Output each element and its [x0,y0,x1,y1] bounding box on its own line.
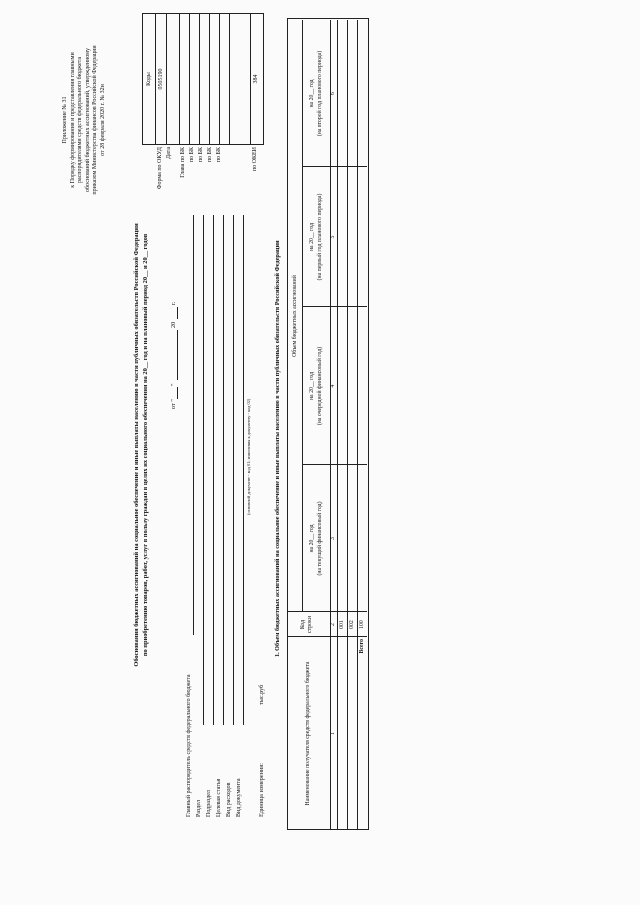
codes-label-bk-1: по БК [189,147,195,163]
row-code: 001 [339,620,345,629]
title-line-1: Обоснования бюджетных ассигнований на социальное обеспечение и иные выплаты населению в части публичных обязательств Российской Федерации [133,223,140,667]
date-suffix: г. [170,301,177,305]
field-line-document-type[interactable] [243,215,244,725]
field-line-section[interactable] [203,215,204,725]
date-day-line [177,387,178,399]
col-header-name: Наименование получателя средств федерального бюджета [305,661,311,806]
col-year-plan1-label: на 20__ год [309,222,315,252]
codes-label-date: Дата [166,147,172,159]
table-cell-value[interactable] [338,21,347,166]
appendix-line: Приложение № 31 [62,96,68,144]
unit-value: тыс.руб [258,684,265,705]
appendix-line: к Порядку формирования и представления главными [69,52,76,188]
col-number: 4 [330,384,336,388]
codes-value-bk-1[interactable] [190,14,200,144]
codes-value-bk-4[interactable] [220,14,230,144]
total-label: Всего [359,639,365,654]
codes-box [142,13,264,145]
codes-label-bk-2: по БК [198,147,204,163]
field-line-expense-type[interactable] [233,215,234,725]
field-label-expense-type: Вид расходов [226,782,232,817]
codes-label-okud: Форма по ОКУД [157,147,163,190]
table-cell-value[interactable] [338,308,347,464]
date-month-line [177,330,178,380]
col-number: 1 [330,732,336,735]
appendix-line: обоснований бюджетных ассигнований, утвержденному [84,48,91,192]
field-label-document-type: Вид документа [236,778,242,817]
codes-label-okei: по ОКЕИ [252,147,258,172]
date-prefix: от " [170,399,177,409]
table-cell-recipient[interactable] [348,638,357,829]
section1-title: 1. Объем бюджетных ассигнований на социальное обеспечение и иные выплаты населению в части публичных обязательств Российской Федерации [274,240,281,657]
col-number: 5 [330,235,336,239]
table-divider [357,20,358,830]
field-label-target-article: Целевая статья [216,778,222,817]
document-title [132,165,150,725]
appendix-line: от 28 февраля 2020 г. № 32н [99,84,106,156]
field-line-target-article[interactable] [223,215,224,725]
col-year-plan2-label: на 20__ год [309,79,315,108]
date-year-line [177,307,178,319]
field-label-section: Раздел [196,800,202,817]
col-year-next-label: на 20__ год [309,371,315,401]
codes-value-bk-2[interactable] [200,14,210,144]
title-line-2: по приобретению товаров, работ, услуг в пользу граждан в целях их социального обеспечения на 20__ год и на плановый период 20__ и 20__ годов [142,233,149,657]
row-code: 100 [359,620,365,629]
codes-value-date[interactable] [167,14,180,144]
field-label-subsection: Подраздел [206,790,212,817]
table-cell-value[interactable] [338,168,347,306]
col-number: 3 [330,537,336,540]
codes-value-bk-3[interactable] [210,14,220,144]
codes-label-bk-4: по БК [216,147,222,163]
row-code: 002 [349,620,355,629]
appendix-line: распорядителями средств федерального бюджета [77,56,84,184]
codes-value-chapter[interactable] [180,14,190,144]
col-year-plan1-sub: (на первый год планового периода) [317,193,323,281]
codes-value-empty[interactable] [230,14,251,144]
unit-label: Единица измерения: [258,763,265,817]
table-cell-recipient[interactable] [338,638,347,829]
field-line-subsection[interactable] [213,215,214,725]
codes-header: Коды [143,14,156,144]
field-line-main-manager[interactable] [193,215,194,635]
col-year-plan2-sub: (на второй год планового периода) [317,50,323,137]
col-year-current-sub: (на текущий финансовый год) [317,501,323,576]
table-cell-value[interactable] [338,466,347,611]
codes-label-chapter: Глава по БК [180,147,186,178]
col-year-next-sub: (на очередной финансовый год) [317,346,323,426]
date-year-prefix: 20 [170,321,177,328]
codes-label-bk-3: по БК [207,147,213,163]
date-quote: " [170,383,177,386]
col-group-header: Объем бюджетных ассигнований [292,275,298,357]
table-divider [302,20,303,612]
appendix-line: приказом Министерства финансов Российской Федерации [92,45,99,195]
col-number: 2 [330,623,336,626]
col-header-code: Код строки [300,616,313,633]
document-type-note: (основной документ - код 01; изменения к документу - код 02) [246,398,251,515]
appendix-block [62,35,108,205]
col-year-current-label: на 20__ год [309,524,315,553]
field-label-main-manager: Главный распорядитель средств федерального бюджета [186,674,192,817]
codes-value-okei: 384 [253,74,259,84]
codes-value-okud: 0505190 [156,14,167,144]
col-number: 6 [330,92,336,95]
